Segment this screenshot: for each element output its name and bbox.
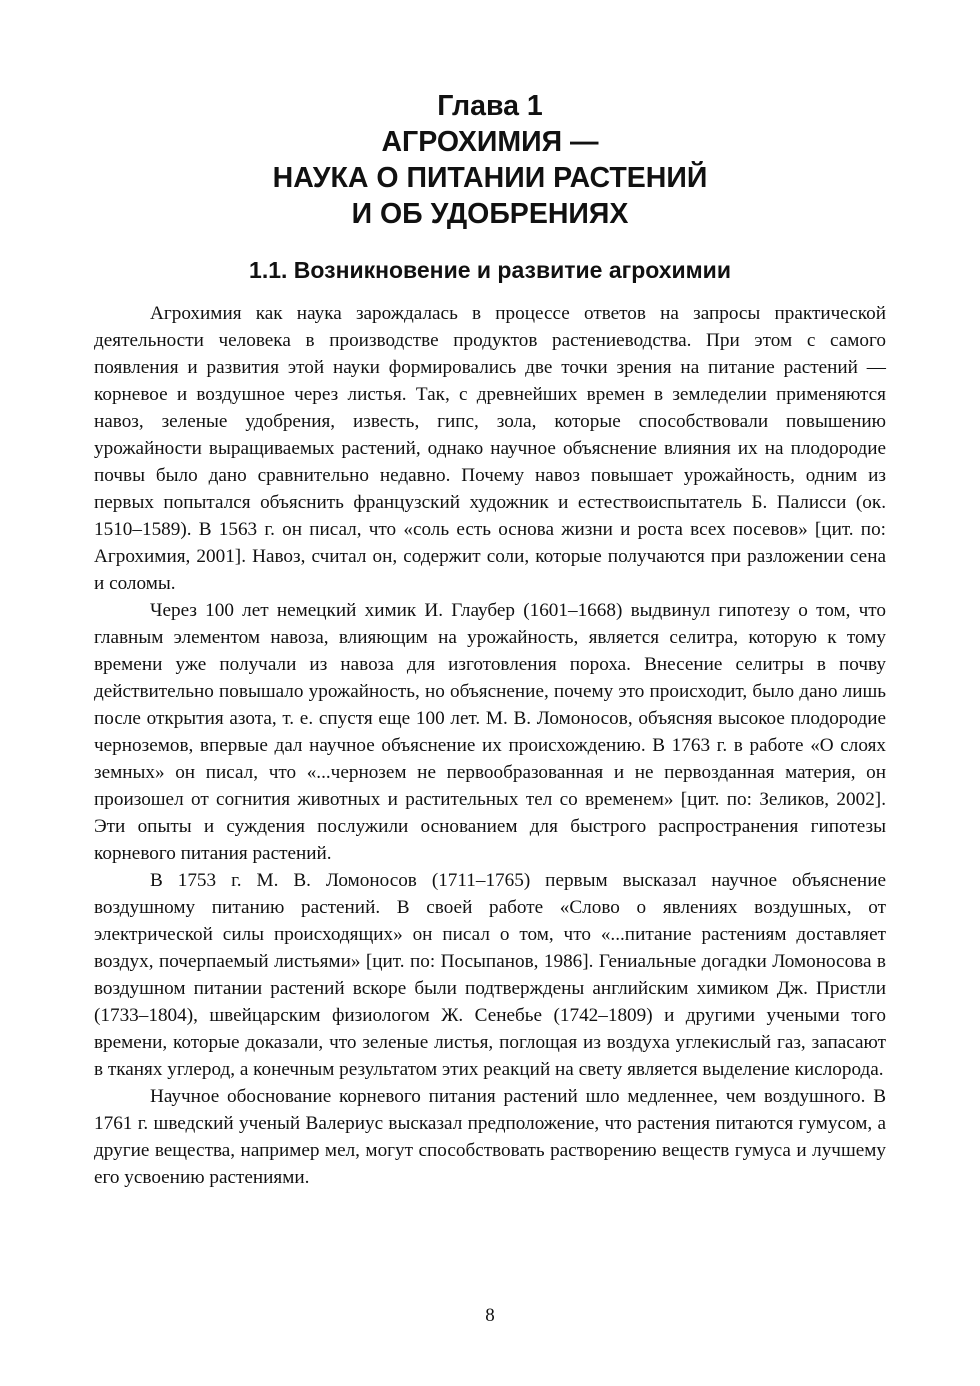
paragraph: Научное обоснование корневого питания растений шло медленнее, чем воздушного. В 1761 г. шведский ученый Валериус высказал предположение, что растения питаются гумусом, а другие вещества, например мел, могут способствовать растворению веществ гумуса и лучшему его усвоению растениями. (94, 1086, 886, 1188)
section-heading: 1.1. Возникновение и развитие агрохимии (249, 257, 731, 283)
chapter-title-line-2: НАУКА О ПИТАНИИ РАСТЕНИЙ (272, 162, 708, 194)
page-number: 8 (485, 1305, 495, 1326)
chapter-label: Глава 1 (437, 90, 543, 122)
paragraph: В 1753 г. М. В. Ломоносов (1711–1765) первым высказал научное объяснение воздушному питанию растений. В своей работе «Слово о явлениях воздушных, от электрической силы происходящих» он писал о том, что «...питание растениям доставляет воздух, почерпаемый листьями» [цит. по: Посыпанов, 1986]. Гениальные догадки Ломоносова в воздушном питании растений вскоре были подтверждены английским химиком Дж. Пристли (1733–1804), швейцарским физиологом Ж. Сенебье (1742–1809) и другими учеными того времени, которые доказали, что зеленые листья, поглощая из воздуха углекислый газ, запасают в тканях углерод, а конечным результатом этих реакций на свету является выделение кислорода. (94, 870, 886, 1080)
chapter-heading (94, 88, 886, 232)
page-content (94, 88, 886, 1191)
body-text (94, 300, 886, 1191)
chapter-title-line-3: И ОБ УДОБРЕНИЯХ (351, 198, 629, 230)
paragraph: Через 100 лет немецкий химик И. Глаубер (1601–1668) выдвинул гипотезу о том, что главным элементом навоза, влияющим на урожайность, является селитра, которую к тому времени уже получали из навоза для изготовления пороха. Внесение селитры в почву действительно повышало урожайность, но объяснение, почему это происходит, было дано лишь после открытия азота, т. е. спустя еще 100 лет. М. В. Ломоносов, объясняя высокое плодородие черноземов, впервые дал научное объяснение их происхождению. В 1763 г. в работе «О слоях земных» он писал, что «...чернозем не первообразованная и не первозданная материя, он произошел от согнития животных и растительных тел со временем» [цит. по: Зеликов, 2002]. Эти опыты и суждения послужили основанием для быстрого распространения гипотезы корневого питания растений. (94, 600, 886, 864)
paragraph: Агрохимия как наука зарождалась в процессе ответов на запросы практической деятельности человека в производстве продуктов растениеводства. При этом с самого появления и развития этой науки формировались две точки зрения на питание растений — корневое и воздушное через листья. Так, с древнейших времен в земледелии применяются навоз, зеленые удобрения, известь, гипс, зола, которые способствовали повышению урожайности выращиваемых растений, однако научное объяснение влияния их на плодородие почвы было дано сравнительно недавно. Почему навоз повышает урожайность, одним из первых попытался объяснить французский художник и естествоиспытатель Б. Палисси (ок. 1510–1589). В 1563 г. он писал, что «соль есть основа жизни и роста всех посевов» [цит. по: Агрохимия, 2001]. Навоз, считал он, содержит соли, которые получаются при разложении сена и соломы. (94, 303, 886, 594)
chapter-title-line-1: АГРОХИМИЯ — (381, 126, 599, 158)
